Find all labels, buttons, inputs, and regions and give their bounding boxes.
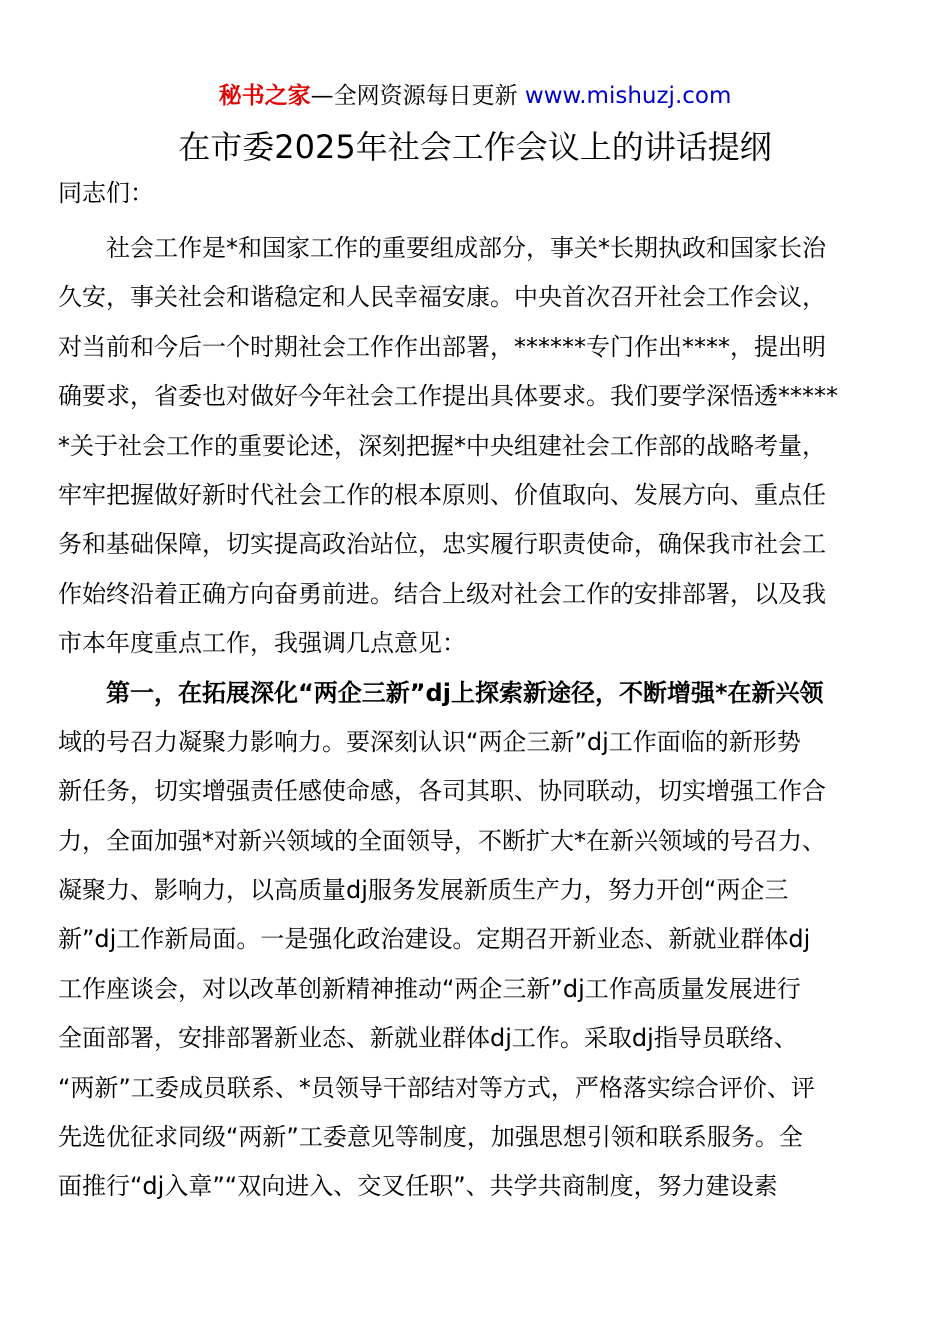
section-heading: 第一，在拓展深化“两企三新”dj上探索新途径，不断增强*在新兴领 [106,678,824,707]
paragraph-line: 全面部署，安排部署新业态、新就业群体dj工作。采取dj指导员联络、 [58,1024,798,1053]
paragraph-line: 作始终沿着正确方向奋勇前进。结合上级对社会工作的安排部署，以及我 [58,579,826,608]
paragraph-line: 力，全面加强*对新兴领域的全面领导，不断扩大*在新兴领域的号召力、 [58,826,826,855]
paragraph-line: 市本年度重点工作，我强调几点意见： [58,629,466,658]
document-body [58,224,898,1212]
paragraph-line: 新任务，切实增强责任感使命感，各司其职、协同联动，切实增强工作合 [58,777,826,806]
paragraph-line: 社会工作是*和国家工作的重要组成部分，事关*长期执政和国家长治 [106,234,826,262]
site-tagline: —全网资源每日更新 [310,83,525,109]
paragraph-line: 确要求，省委也对做好今年社会工作提出具体要求。我们要学深悟透***** [58,382,838,411]
paragraph-line: “两新”工委成员联系、*员领导干部结对等方式，严格落实综合评价、评 [58,1073,815,1102]
site-brand[interactable]: 秘书之家 [218,83,311,109]
salutation: 同志们： [58,179,154,207]
document-title: 在市委2025年社会工作会议上的讲话提纲 [178,128,772,166]
paragraph-line: 牢牢把握做好新时代社会工作的根本原则、价值取向、发展方向、重点任 [58,480,826,509]
paragraph-line: *关于社会工作的重要论述，深刻把握*中央组建社会工作部的战略考量， [58,431,826,460]
site-url-link[interactable]: www.mishuzj.com [524,83,732,109]
paragraph-line: 新”dj工作新局面。一是强化政治建设。定期召开新业态、新就业群体dj [58,925,811,954]
site-header [0,80,950,112]
paragraph-line: 对当前和今后一个时期社会工作作出部署，******专门作出****，提出明 [58,332,826,361]
paragraph-line: 域的号召力凝聚力影响力。要深刻认识“两企三新”dj工作面临的新形势 [58,727,801,756]
paragraph-line: 先选优征求同级“两新”工委意见等制度，加强思想引领和联系服务。全 [58,1123,803,1152]
paragraph-line: 久安，事关社会和谐稳定和人民幸福安康。中央首次召开社会工作会议， [58,283,826,312]
paragraph-line: 工作座谈会，对以改革创新精神推动“两企三新”dj工作高质量发展进行 [58,974,801,1003]
paragraph-line: 凝聚力、影响力，以高质量dj服务发展新质生产力，努力开创“两企三 [58,876,789,905]
paragraph-line: 务和基础保障，切实提高政治站位，忠实履行职责使命，确保我市社会工 [58,530,826,559]
paragraph-line: 面推行“dj入章”“双向进入、交叉任职”、共学共商制度，努力建设素 [58,1172,778,1201]
